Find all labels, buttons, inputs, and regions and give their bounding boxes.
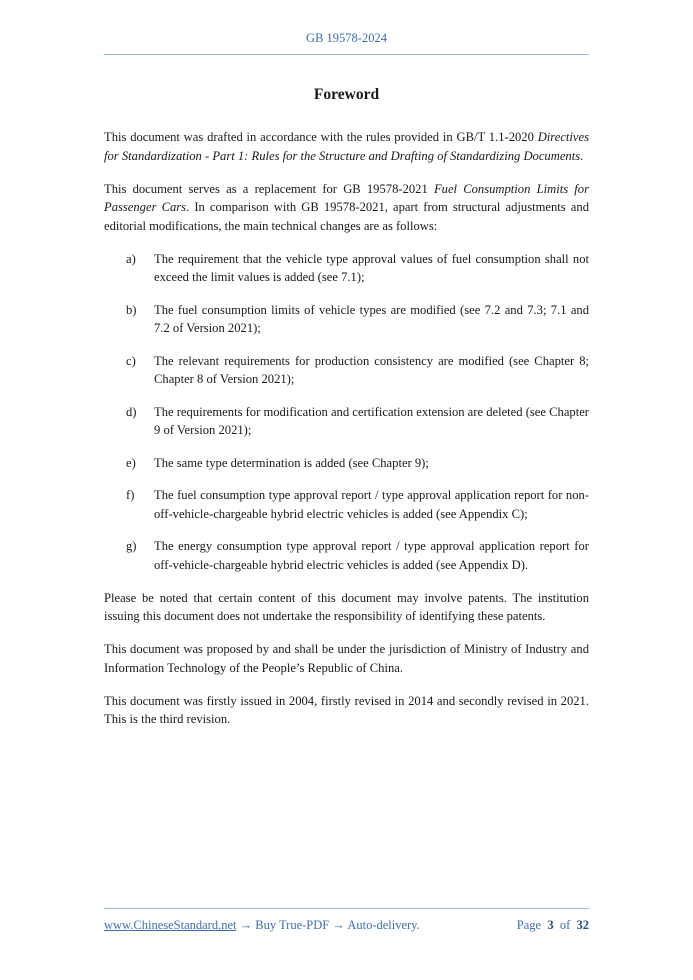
- total-pages: 32: [576, 918, 589, 932]
- cited-standard-title: Directives for Standardization - Part 1: Rules for the Structure and Drafting of Standardizing Documents: [104, 130, 589, 163]
- footer-links: [104, 918, 420, 933]
- list-item-text: The relevant requirements for production consistency are modified (see Chapter 8; Chapter 8 of Version 2021);: [154, 353, 589, 386]
- page-number: Page 3 of 32: [516, 918, 589, 932]
- list-marker: g): [126, 539, 137, 553]
- paragraph-jurisdiction: This document was proposed by and shall be under the jurisdiction of Ministry of Industry and Information Technology of the People’s Republic of China.: [104, 642, 589, 675]
- paragraph-patents: Please be noted that certain content of this document may involve patents. The institution issuing this document does not undertake the responsibility of identifying these patents.: [104, 590, 589, 623]
- arrow-icon: →: [329, 918, 348, 932]
- list-item: [126, 403, 589, 440]
- list-marker: b): [126, 302, 137, 317]
- list-item: [126, 486, 589, 523]
- arrow-icon: →: [236, 918, 256, 932]
- list-item: [126, 352, 589, 389]
- list-marker: d): [126, 404, 137, 419]
- document-body: [104, 128, 589, 743]
- list-item-text: The energy consumption type approval report / type approval application report for off-vehicle-chargeable hybrid electric vehicles is added (see Appendix D).: [154, 539, 589, 572]
- running-header: [104, 31, 589, 46]
- list-marker: c): [126, 353, 136, 368]
- paragraph-drafting-rules: This document was drafted in accordance with the rules provided in GB/T 1.1-2020 Directives for Standardization - Part 1: Rules for the Structure and Drafting of Standardizing Documents.: [104, 130, 589, 163]
- header-divider: [104, 54, 589, 55]
- list-item: [126, 301, 589, 338]
- footer-divider: [104, 908, 589, 909]
- page-title: Foreword: [313, 86, 380, 103]
- list-item: [126, 537, 589, 574]
- technical-changes-list: [104, 250, 589, 575]
- current-page: 3: [547, 918, 554, 932]
- list-marker: f): [126, 488, 135, 502]
- list-item-text: The fuel consumption type approval report / type approval application report for non-off-vehicle-chargeable hybrid electric vehicles is added (see Appendix C);: [154, 488, 589, 521]
- list-marker: e): [126, 455, 136, 470]
- list-item-text: The requirements for modification and certification extension are deleted (see Chapter 9 of Version 2021);: [154, 404, 590, 437]
- website-link[interactable]: www.ChineseStandard.net: [104, 918, 237, 932]
- list-item: [126, 454, 589, 473]
- list-item-text: The same type determination is added (see Chapter 9);: [154, 455, 429, 470]
- list-marker: a): [126, 251, 136, 266]
- replaced-standard-title: Fuel Consumption Limits for Passenger Cars: [104, 181, 589, 214]
- list-item: [126, 250, 589, 287]
- page-footer: [104, 918, 589, 933]
- auto-delivery-text: Auto-delivery.: [347, 918, 420, 932]
- buy-pdf-text: Buy True-PDF: [255, 918, 330, 932]
- header-doc-id: GB 19578-2024: [306, 31, 387, 45]
- list-item-text: The fuel consumption limits of vehicle types are modified (see 7.2 and 7.3; 7.1 and 7.2 of Version 2021);: [154, 302, 589, 335]
- paragraph-replacement: This document serves as a replacement for GB 19578-2021 Fuel Consumption Limits for Passenger Cars. In comparison with GB 19578-2021, apart from structural adjustments and editorial modifications, the main technical changes are as follows:: [104, 181, 589, 233]
- paragraph-revision-history: This document was firstly issued in 2004, firstly revised in 2014 and secondly revised in 2021. This is the third revision.: [104, 693, 589, 726]
- list-item-text: The requirement that the vehicle type approval values of fuel consumption shall not exceed the limit values is added (see 7.1);: [154, 251, 589, 284]
